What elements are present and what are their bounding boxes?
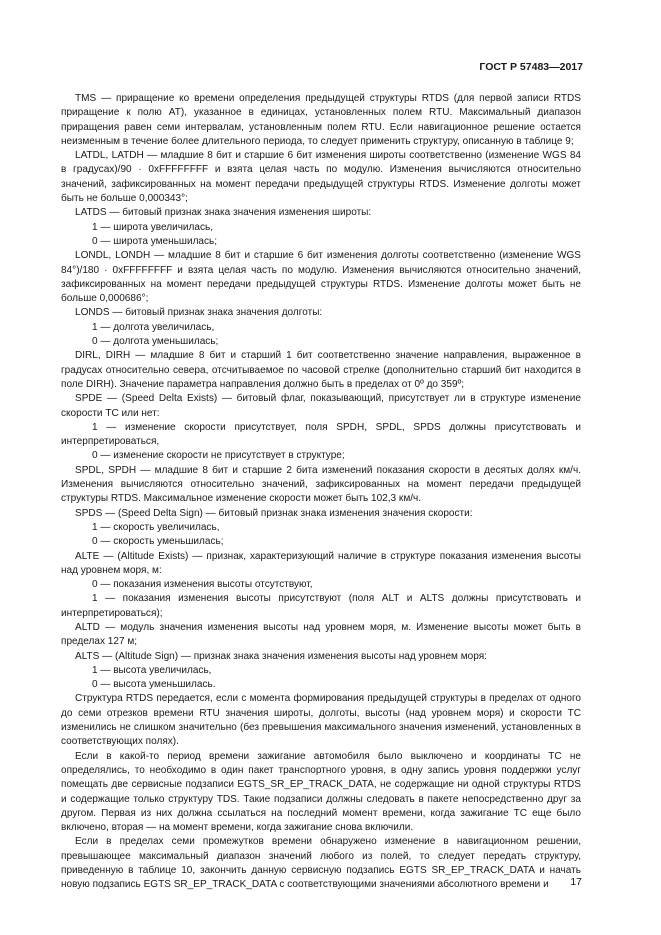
paragraph-altd: ALTD — модуль значения изменения высоты над уровнем моря, м. Изменение высоты может быть в пределах 127 м; [61, 621, 581, 648]
paragraph-tms: TMS — приращение ко времени определения предыдущей структуры RTDS (для первой записи RTDS приращение к полю AT), указанное в единицах, установленных полем RTU. Максимальный диапазон приращения равен семи интервалам, установленным полем RTU. Если навигационное решение остается неизменным в течение более длительного периода, то следует применить структуру, описанную в таблице 9; [61, 93, 581, 147]
option-spds-0: 0 — скорость уменьшилась; [92, 536, 224, 548]
paragraph-latds: LATDS — битовый признак знака значения изменения широты: [75, 207, 372, 219]
page-number: 17 [570, 876, 582, 888]
paragraph-spde: SPDE — (Speed Delta Exists) — битовый флаг, показывающий, присутствует ли в структуре изменение скорости ТС или нет: [61, 393, 581, 419]
option-latds-0: 0 — широта уменьшилась; [92, 235, 218, 247]
option-latds-1: 1 — широта увеличилась, [92, 221, 214, 233]
paragraph-navigation-change: Если в пределах семи промежутков времени обнаружено изменение в навигационном решении, превышающее максимальный диапазон значений любого из полей, то следует передать структуру, приведенную в таблице 10, закончить данную сервисную подзапись EGTS SR_EP_TRACK_DATA и начать новую подзапись EGTS SR_EP_TRACK_DATA с соответствующими значениями абсолютного времени и [61, 836, 581, 891]
paragraph-spds: SPDS — (Speed Delta Sign) — битовый признак знака изменения значения скорости: [75, 507, 473, 519]
paragraph-londl-londh: LONDL, LONDH — младшие 8 бит и старшие 6 бит изменения долготы соответственно (изменение WGS 84°)/180 · 0xFFFFFFFF и взята целая часть по модулю. Изменения вычисляются относительно значений, зафиксированных на момент передачи предыдущей структуры RTDS. Изменение долготы может быть не больше 0,000686°; [61, 250, 581, 305]
paragraph-alte: ALTE — (Altitude Exists) — признак, характеризующий наличие в структуре показания изменения высоты над уровнем моря, м: [61, 550, 581, 576]
option-londs-1: 1 — долгота увеличилась, [92, 321, 215, 333]
standard-header: ГОСТ Р 57483—2017 [479, 61, 583, 73]
option-spde-1: 1 — изменение скорости присутствует, поля SPDH, SPDL, SPDS должны присутствовать и интерпретироваться, [61, 421, 581, 448]
paragraph-rtds-transmission: Структура RTDS передается, если с момента формирования предыдущей структуры в пределах от одного до семи отрезков времени RTU значения широты, долготы, высоты (над уровнем моря) и скорости ТС изменились не слишком значительно (без превышения максимального значения изменений, установленных в соответствующих полях). [61, 693, 581, 748]
option-spds-1: 1 — скорость увеличилась, [92, 521, 220, 533]
paragraph-alts: ALTS — (Altitude Sign) — признак знака значения изменения высоты над уровнем моря: [75, 650, 487, 662]
document-body [61, 92, 581, 893]
option-londs-0: 0 — долгота уменьшилась; [92, 336, 219, 348]
paragraph-ignition-off: Если в какой-то период времени зажигание автомобиля было выключено и координаты ТС не определялись, то необходимо в один пакет транспортного уровня, в одну запись уровня поддержки услуг помещать две сервисные подзаписи EGTS_SR_EP_TRACK_DATA, не содержащие ни одной структуры RTDS и содержащие только структуру TDS. Такие подзаписи должны следовать в пакете непосредственно друг за другом. Первая из них должна ссылаться на последний момент времени, когда зажигание ТС еще было включено, вторая — на момент времени, когда зажигание снова включили. [61, 750, 581, 834]
paragraph-spdl-spdh: SPDL, SPDH — младшие 8 бит и старшие 2 бита изменений показания скорости в десятых долях км/ч. Изменения вычисляются относительно значений, зафиксированных на момент передачи предыдущей структуры RTDS. Максимальное изменение скорости может быть 102,3 км/ч. [61, 464, 581, 505]
option-alts-1: 1 — высота увеличилась, [92, 664, 212, 676]
option-spde-0: 0 — изменение скорости не присутствует в структуре; [92, 450, 345, 462]
paragraph-latdl-latdh: LATDL, LATDH — младшие 8 бит и старшие 6 бит изменения широты соответственно (изменение WGS 84 в градусах)/90 · 0xFFFFFFFF и взята целая часть по модулю. Изменения вычисляются относительно значений, зафиксированных на момент передачи предыдущей структуры RTDS. Изменение долготы может быть не больше 0,000343°; [61, 150, 581, 205]
option-alts-0: 0 — высота уменьшилась. [92, 679, 216, 691]
option-alte-1: 1 — показания изменения высоты присутствуют (поля ALT и ALTS должны присутствовать и интерпретироваться); [61, 593, 581, 619]
paragraph-londs: LONDS — битовый признак знака значения долготы: [75, 307, 323, 319]
paragraph-dirl-dirh: DIRL, DIRH — младшие 8 бит и старший 1 бит соответственно значение направления, выраженное в градусах относительно севера, отсчитываемое по часовой стрелке (дополнительно старший бит находится в поле DIRH). Значение параметра направления должно быть в пределах от 0º до 359º; [61, 350, 581, 390]
option-alte-0: 0 — показания изменения высоты отсутствуют, [92, 579, 313, 591]
